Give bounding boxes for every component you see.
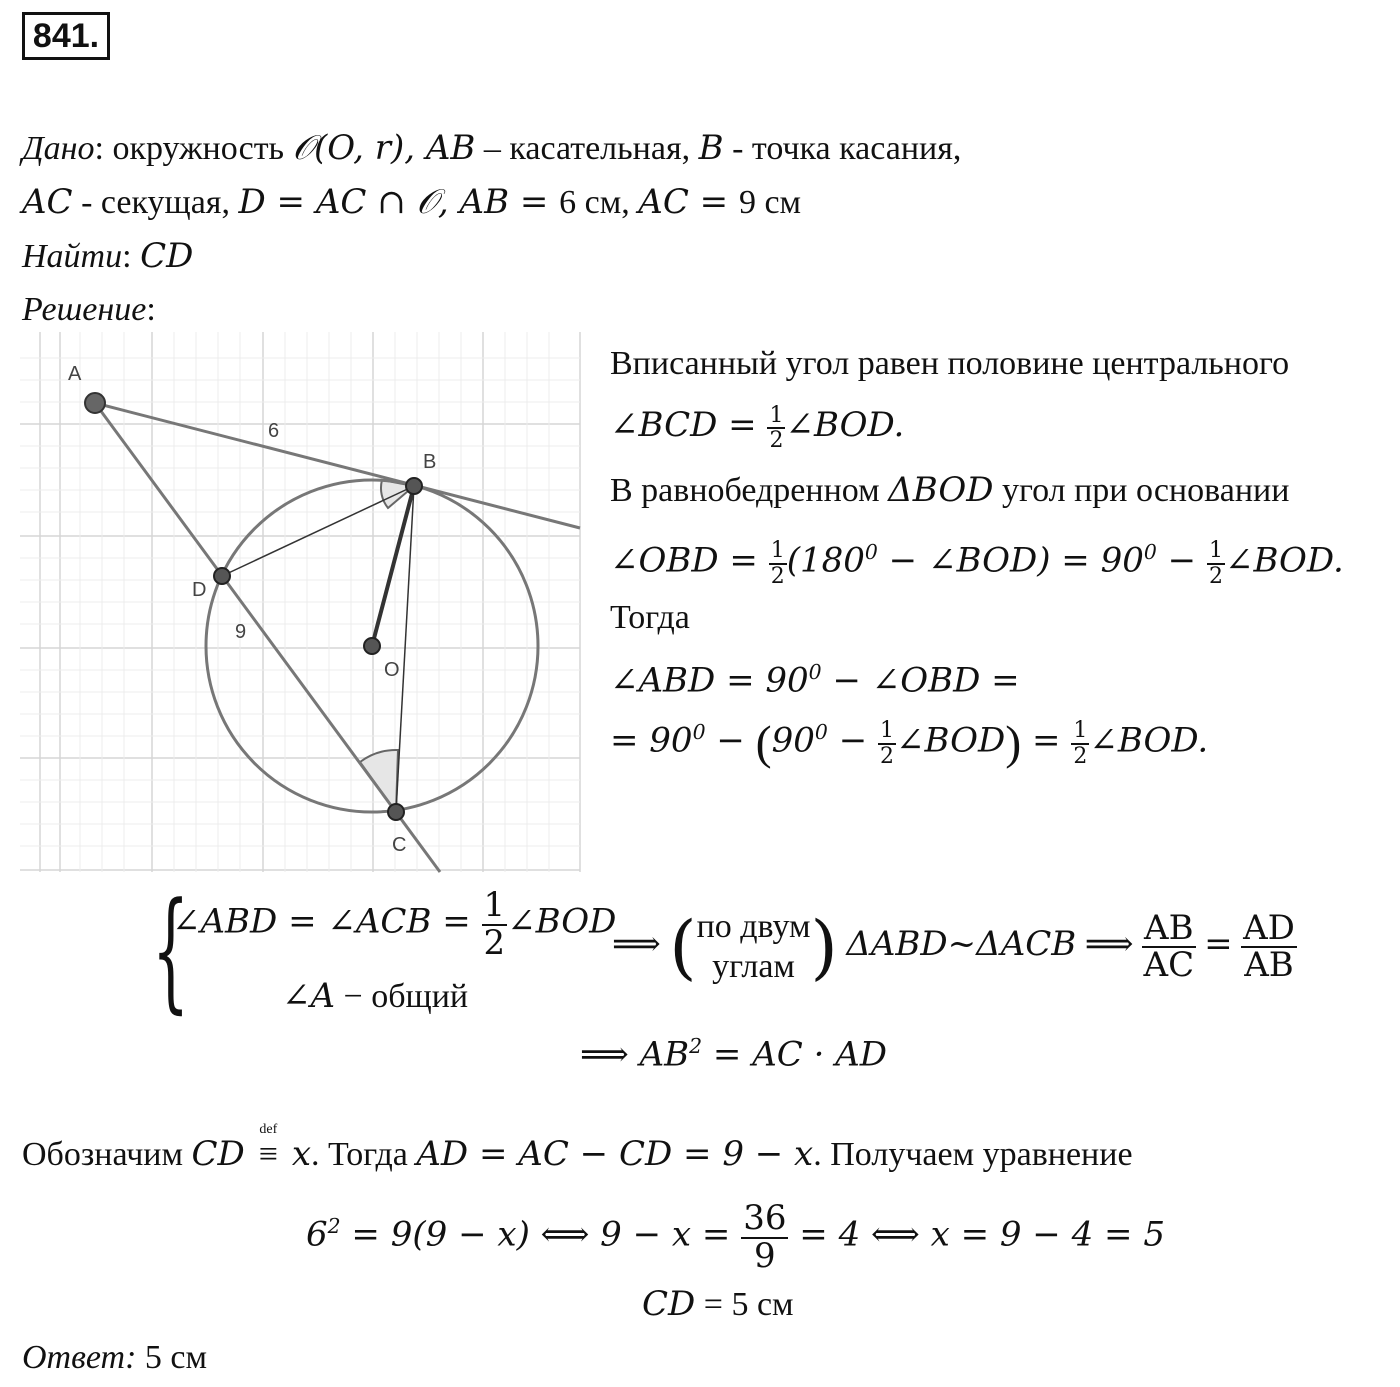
reason-2: углам [712,948,795,986]
angle-c-marker [360,750,398,812]
answer-value: 5 см [136,1339,207,1376]
half-den: 2 [1073,743,1088,769]
denote-a: Обозначим [22,1136,192,1173]
half-den: 2 [770,563,785,589]
reason-rparen: ) [810,906,838,989]
system-eq-1 [172,885,617,963]
ratio2-den: AB [1244,945,1294,986]
right-line-3 [610,470,1289,511]
half-den: 2 [483,922,506,963]
given-line-1 [22,128,961,169]
similar: ΔABD~ΔACB [846,924,1077,964]
half-frac-5 [1071,719,1089,767]
given2-text-b: 6 см, [559,184,639,221]
r3-m: ΔBOD [888,470,994,510]
r7-e: ∠BOD [896,720,1006,761]
find-line [22,236,193,277]
r3-a: В равнобедренном [610,472,889,509]
point-c [388,804,404,820]
point-b [406,478,422,494]
r7-a: = 90 [610,720,693,761]
r7-lparen: ( [755,716,772,770]
right-line-2 [610,404,904,452]
r4-e: ∠BOD. [1224,540,1344,581]
result-b: = 5 см [695,1286,794,1323]
point-a [85,393,105,413]
half-num: 1 [1208,538,1223,564]
label-ac-length: 9 [235,621,247,643]
denote-e: AD = AC − CD = 9 − x [416,1134,814,1174]
find-value: CD [140,236,194,276]
eq-e: x [671,1214,692,1255]
reason-lparen: ( [669,906,697,989]
implies-1: ⟹ [612,924,661,964]
half-num: 1 [770,538,785,564]
denote-d: . Тогда [311,1136,417,1173]
label-b: B [423,451,437,473]
ratio1-den: AC [1143,945,1195,986]
right-line-6 [610,652,1020,701]
r7-f: = [1021,720,1072,761]
tangent-ab [95,403,580,528]
half-frac-3 [1207,539,1225,587]
given2-math-b: D = AC ∩ 𝒪, AB = [238,182,560,222]
reason-stack [697,907,811,987]
geometry-figure [20,332,585,877]
given-label: Дано [22,130,95,167]
sys-half [482,885,508,963]
denote-c: x [291,1134,311,1174]
r4-c: − ∠BOD) = 90 [877,540,1144,581]
r7-d: − [827,720,878,761]
half-frac-4 [878,719,896,767]
eq-num: 36 [743,1197,787,1238]
eq-d: ) ⟺ 9 − [516,1214,672,1255]
denote-f: . Получаем уравнение [813,1136,1133,1173]
r7-sup-1: 0 [692,720,706,744]
denote-b: CD [191,1134,245,1174]
sys-eq1-b: ∠BOD [507,901,617,942]
r7-g: ∠BOD. [1089,720,1209,761]
given2-math-c: AC = [638,182,739,222]
label-d: D [192,579,207,601]
ratio-ab-ac [1142,907,1196,986]
system-line-2 [580,1026,887,1075]
r7-b: − [705,720,756,761]
r7-sup-2: 0 [814,720,828,744]
point-d [214,568,230,584]
label-c: C [392,834,407,856]
right-line-5: Тогда [610,599,690,636]
half-frac-2 [769,539,787,587]
eq-h: x [930,1214,950,1255]
half-num: 1 [1073,718,1088,744]
right-line-4 [610,532,1344,588]
given-math-b: B [698,128,724,168]
sl2-c: = AC · AD [702,1034,888,1075]
answer-label: Ответ: [22,1339,137,1376]
half-den: 2 [1208,563,1223,589]
ratio1-num: AB [1144,907,1194,948]
reason-1: по двум [696,908,811,946]
given2-text-c: 9 см [738,184,802,221]
system-eq-2 [282,976,468,1017]
given2-math-a: AC [22,182,73,222]
sl2-sup: 2 [689,1034,703,1058]
def-equals: def ≡ [253,1135,283,1175]
denote-line [22,1122,1133,1175]
eq-g: = 4 ⟺ [788,1214,931,1255]
segment-ob [372,486,414,646]
given-text-a: : окружность [94,130,293,167]
solution-label: Решение [22,291,147,328]
r4-sup-1: 0 [864,540,878,564]
r3-b: угол при основании [993,472,1290,509]
problem-number: 841. [22,12,110,60]
system-conclusion [612,904,1297,987]
solution-line [22,290,156,330]
given-text-c: - точка касания, [723,130,962,167]
r4-b: (180 [786,540,865,581]
eq-den: 9 [754,1235,776,1276]
half-num: 1 [880,718,894,744]
r2-b: ∠BOD. [785,404,905,445]
r4-sup-2: 0 [1143,540,1157,564]
eq-f: = [691,1214,742,1255]
result-a: CD [642,1284,696,1324]
r6-sup: 0 [808,660,822,684]
r7-rparen: ) [1005,716,1022,770]
ratio-ad-ab [1241,907,1297,986]
implies-2: ⟹ [1084,924,1134,964]
equation-line [306,1186,1165,1275]
result-line [642,1284,794,1325]
eq-frac [741,1197,788,1276]
eq-b: = 9(9 − [340,1214,498,1255]
answer-line [22,1338,207,1378]
eq-i: = 9 − 4 = 5 [949,1214,1165,1255]
find-label: Найти [22,238,123,275]
given-line-2 [22,182,801,223]
half-frac-1 [767,404,785,452]
sl2-a: ⟹ [580,1034,640,1075]
label-a: A [68,363,82,385]
def-label: def [259,1122,278,1137]
r6-b: − ∠OBD = [821,660,1020,701]
right-line-7 [610,712,1208,768]
sys-eq2-a: ∠A [282,976,336,1016]
r7-c: 90 [771,720,815,761]
label-ab-length: 6 [268,420,280,442]
half-den: 2 [880,743,894,769]
half-num: 1 [769,403,784,428]
system-brace: { [152,874,190,1026]
r2-a: ∠BCD = [610,404,768,445]
ratio-eq: = [1204,924,1233,964]
half-den: 2 [769,428,784,454]
eq-a: 6 [306,1214,328,1255]
given2-text-a: - секущая, [72,184,239,221]
eq-sup: 2 [327,1214,341,1238]
segment-bc [396,486,414,812]
point-o [364,638,380,654]
solution-colon: : [146,291,156,328]
sys-eq1-a: ∠ABD = ∠ACB = [172,901,482,942]
r4-d: − [1156,540,1207,581]
find-colon: : [122,238,141,275]
r6-a: ∠ABD = 90 [610,660,809,701]
sl2-b: AB [639,1034,690,1075]
right-line-1: Вписанный угол равен половине центрального [610,345,1290,382]
given-math-a: 𝒪(O, r), AB [292,128,476,168]
r4-a: ∠OBD = [610,540,769,581]
ratio2-num: AD [1243,907,1295,948]
eq-c: x [497,1214,517,1255]
label-o: O [384,659,400,681]
sys-eq2-b: − общий [335,978,469,1015]
half-num: 1 [483,885,506,925]
given-text-b: – касательная, [475,130,699,167]
